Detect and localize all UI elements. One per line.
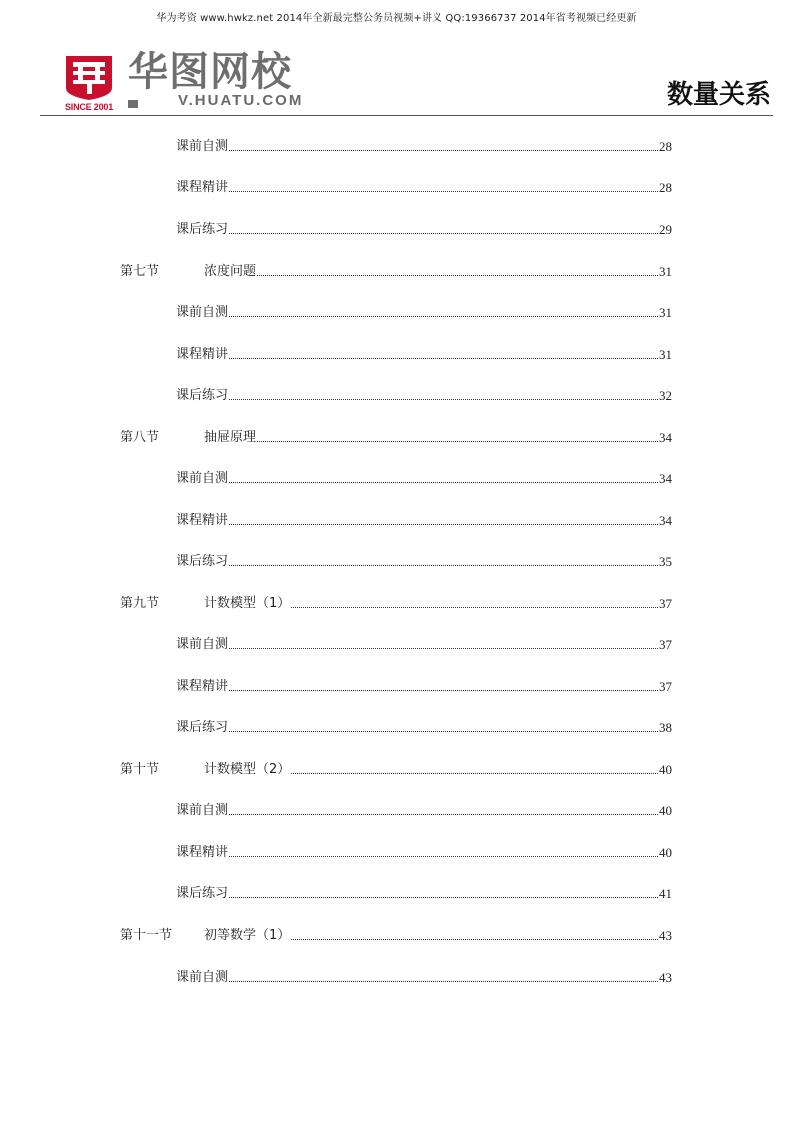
toc-section-number: 第八节: [120, 430, 160, 445]
toc-leader-dots: [176, 962, 658, 982]
toc-leader-dots: [176, 172, 658, 192]
toc-subsection-entry[interactable]: [0, 801, 793, 821]
toc-page-number: 37: [659, 637, 672, 652]
toc-section-entry[interactable]: [0, 428, 793, 448]
toc-entry-title: 抽屉原理: [204, 428, 257, 448]
toc-subsection-entry[interactable]: [0, 303, 793, 323]
toc-page-number: 29: [659, 222, 672, 237]
toc-page-number: 35: [659, 554, 672, 569]
toc-page-number: 41: [659, 886, 672, 901]
toc-section-number: 第九节: [120, 596, 160, 611]
toc-page-number: 32: [659, 388, 672, 403]
toc-page-number: 31: [659, 264, 672, 279]
toc-entry-title: 课程精讲: [176, 345, 229, 365]
toc-section-number: 第七节: [120, 264, 160, 279]
toc-subsection-entry[interactable]: [0, 968, 793, 988]
toc-leader-dots: [176, 505, 658, 525]
logo-accent-bar: [128, 100, 138, 108]
toc-entry-title: 课程精讲: [176, 677, 229, 697]
toc-section-entry[interactable]: [0, 760, 793, 780]
toc-page-number: 37: [659, 679, 672, 694]
toc-leader-dots: [176, 837, 658, 857]
toc-page-number: 38: [659, 720, 672, 735]
toc-leader-dots: [176, 297, 658, 317]
toc-page-number: 40: [659, 803, 672, 818]
toc-entry-title: 课后练习: [176, 220, 229, 240]
toc-leader-dots: [176, 671, 658, 691]
toc-section-entry[interactable]: [0, 926, 793, 946]
toc-entry-title: 课程精讲: [176, 178, 229, 198]
toc-leader-dots: [204, 422, 658, 442]
toc-entry-title: 课前自测: [176, 801, 229, 821]
toc-subsection-entry[interactable]: [0, 843, 793, 863]
toc-section-number: 第十节: [120, 762, 160, 777]
toc-subsection-entry[interactable]: [0, 552, 793, 572]
toc-page-number: 43: [659, 928, 672, 943]
toc-page-number: 34: [659, 471, 672, 486]
toc-leader-dots: [204, 256, 658, 276]
toc-entry-title: 课前自测: [176, 635, 229, 655]
toc-page-number: 40: [659, 762, 672, 777]
huatu-logo-icon: [64, 54, 114, 100]
logo-brand-name: 华图网校: [128, 49, 292, 95]
toc-entry-title: 课程精讲: [176, 843, 229, 863]
toc-page-number: 31: [659, 305, 672, 320]
toc-leader-dots: [176, 878, 658, 898]
logo-since: SINCE 2001: [64, 102, 114, 112]
toc-entry-title: 课后练习: [176, 552, 229, 572]
toc-subsection-entry[interactable]: [0, 469, 793, 489]
toc-leader-dots: [176, 712, 658, 732]
toc-subsection-entry[interactable]: [0, 511, 793, 531]
toc-entry-title: 课后练习: [176, 884, 229, 904]
toc-leader-dots: [176, 463, 658, 483]
toc-subsection-entry[interactable]: [0, 884, 793, 904]
toc-entry-title: 初等数学（1）: [204, 926, 291, 946]
toc-subsection-entry[interactable]: [0, 345, 793, 365]
toc-page-number: 40: [659, 845, 672, 860]
toc-subsection-entry[interactable]: [0, 220, 793, 240]
toc-entry-title: 课前自测: [176, 303, 229, 323]
toc-subsection-entry[interactable]: [0, 677, 793, 697]
toc-subsection-entry[interactable]: [0, 178, 793, 198]
top-banner: 华为考资 www.hwkz.net 2014年全新最完整公务员视频+讲义 QQ:19366737 2014年省考视频已经更新: [156, 13, 637, 24]
toc-leader-dots: [176, 339, 658, 359]
toc-page-number: 34: [659, 430, 672, 445]
toc-entry-title: 课后练习: [176, 386, 229, 406]
toc-entry-title: 浓度问题: [204, 262, 257, 282]
toc-entry-title: 计数模型（2）: [204, 760, 291, 780]
toc-entry-title: 课前自测: [176, 137, 229, 157]
page-header: [0, 48, 793, 118]
toc-page-number: 34: [659, 513, 672, 528]
toc-entry-title: 课后练习: [176, 718, 229, 738]
toc-entry-title: 课前自测: [176, 469, 229, 489]
toc-entry-title: 计数模型（1）: [204, 594, 291, 614]
toc-entry-title: 课程精讲: [176, 511, 229, 531]
toc-page-number: 37: [659, 596, 672, 611]
toc-page-number: 43: [659, 970, 672, 985]
toc-section-number: 第十一节: [120, 928, 173, 943]
toc-leader-dots: [176, 214, 658, 234]
header-divider: [40, 115, 773, 116]
toc-subsection-entry[interactable]: [0, 137, 793, 157]
toc-leader-dots: [176, 380, 658, 400]
toc-leader-dots: [176, 131, 658, 151]
toc-subsection-entry[interactable]: [0, 635, 793, 655]
toc-subsection-entry[interactable]: [0, 386, 793, 406]
toc-page-number: 28: [659, 139, 672, 154]
toc-section-entry[interactable]: [0, 594, 793, 614]
toc-leader-dots: [176, 795, 658, 815]
toc-page-number: 31: [659, 347, 672, 362]
section-title: 数量关系: [666, 80, 771, 110]
logo-url: V.HUATU.COM: [178, 92, 304, 109]
toc-section-entry[interactable]: [0, 262, 793, 282]
toc-leader-dots: [176, 546, 658, 566]
toc-page-number: 28: [659, 180, 672, 195]
toc-subsection-entry[interactable]: [0, 718, 793, 738]
toc-leader-dots: [176, 629, 658, 649]
toc-entry-title: 课前自测: [176, 968, 229, 988]
